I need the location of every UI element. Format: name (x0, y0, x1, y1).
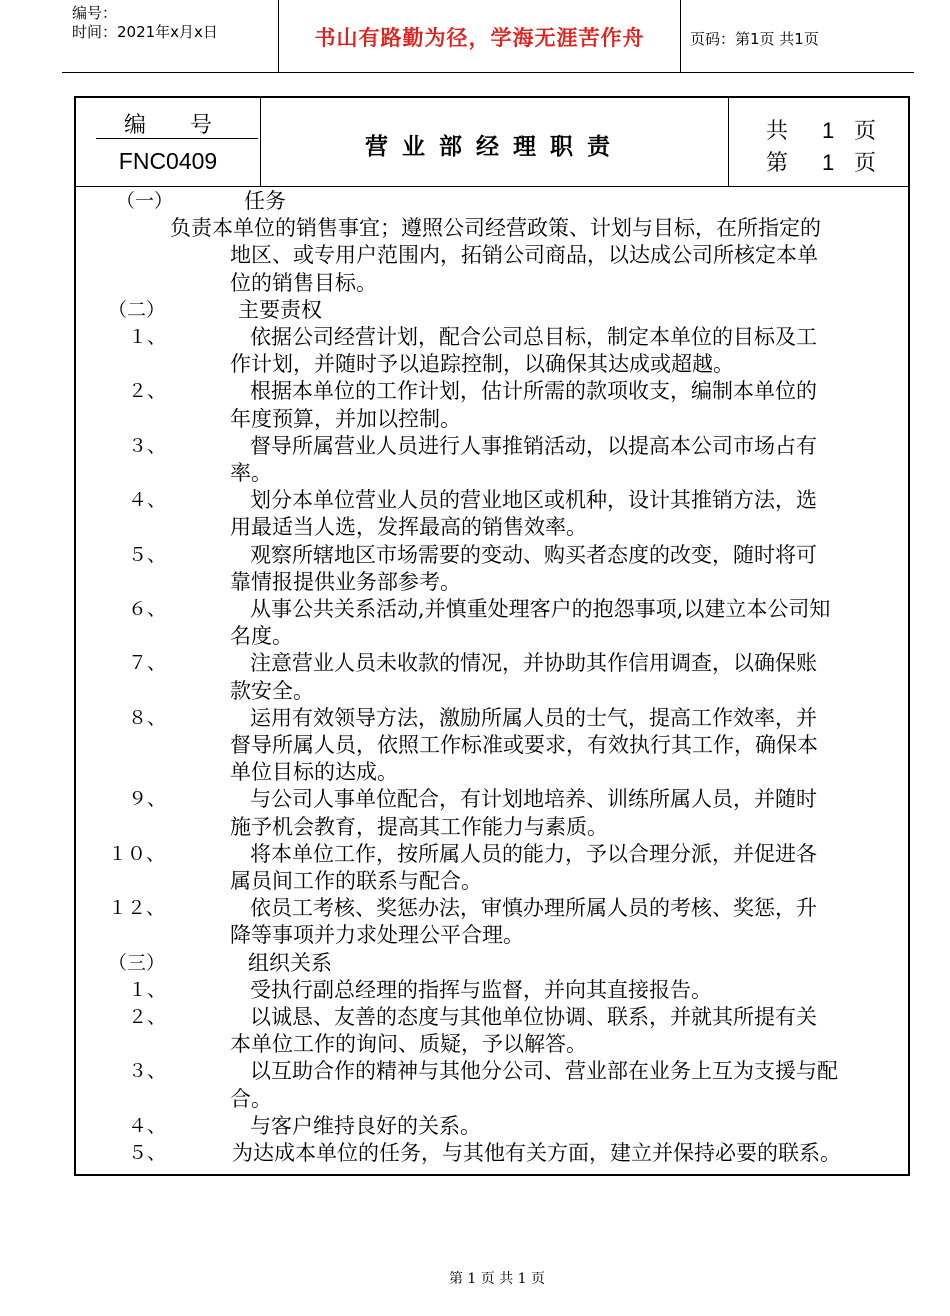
header-meta (72, 4, 218, 42)
item-line: 年度预算，并加以控制。 (230, 406, 461, 431)
title-divider (728, 98, 729, 186)
header-motto: 书山有路勤为径，学海无涯苦作舟 (314, 26, 645, 50)
item-number: ５、 (128, 543, 167, 566)
item-line: 属员间工作的联系与配合。 (230, 869, 482, 893)
item-line: 依员工考核、奖惩办法，审慎办理所属人员的考核、奖惩，升 (250, 896, 817, 921)
body-line: 负责本单位的销售事宜；遵照公司经营政策、计划与目标，在所指定的 (170, 216, 821, 241)
item-line: 注意营业人员未收款的情况，并协助其作信用调查，以确保账 (250, 651, 817, 676)
section-number: （三） (108, 951, 166, 974)
item-line: 以诚恳、友善的态度与其他单位协调、联系，并就其所提有关 (250, 1005, 817, 1029)
item-line: 以互助合作的精神与其他分公司、营业部在业务上互为支援与配 (250, 1059, 838, 1084)
item-number: ４、 (128, 489, 167, 512)
header-divider (680, 0, 681, 72)
item-number: １、 (128, 978, 167, 1001)
item-line: 与客户维持良好的关系。 (250, 1113, 481, 1138)
item-line: 合。 (230, 1086, 272, 1111)
item-line: 为达成本单位的任务，与其他有关方面，建立并保持必要的联系。 (232, 1141, 841, 1165)
number-label: 编号： (72, 4, 118, 22)
code-value: FNC0409 (118, 148, 218, 174)
body-line: 位的销售目标。 (230, 270, 377, 295)
item-line: 与公司人事单位配合，有计划地培养、训练所属人员，并随时 (250, 787, 817, 812)
item-line: 用最适当人选，发挥最高的销售效率。 (230, 515, 587, 540)
total-unit: 页 (854, 119, 877, 144)
section-heading: 主要责权 (238, 297, 322, 322)
item-line: 根据本单位的工作计划，估计所需的款项收支，编制本单位的 (250, 379, 817, 404)
item-line: 从事公共关系活动,并慎重处理客户的抱怨事项,以建立本公司知 (250, 597, 831, 621)
item-line: 单位目标的达成。 (230, 760, 398, 785)
item-line: 施予机会教育，提高其工作能力与素质。 (230, 814, 608, 839)
item-number: ７、 (128, 652, 167, 675)
document-frame (74, 96, 910, 1176)
item-number: ３、 (128, 1060, 167, 1083)
item-line: 将本单位工作，按所属人员的能力，予以合理分派，并促进各 (250, 841, 817, 866)
item-line: 名度。 (230, 624, 293, 649)
item-line: 划分本单位营业人员的营业地区或机种，设计其推销方法，选 (250, 488, 817, 513)
item-line: 作计划，并随时予以追踪控制，以确保其达成或超越。 (230, 352, 734, 377)
item-line: 率。 (230, 461, 272, 485)
body-line: 地区、或专用户范围内，拓销公司商品，以达成公司所核定本单 (230, 243, 818, 268)
current-page (766, 146, 876, 177)
item-number: ６、 (128, 598, 167, 620)
item-line: 督导所属人员，依照工作标准或要求，有效执行其工作，确保本 (230, 733, 818, 757)
current-value: 1 (822, 150, 835, 175)
item-number: １０、 (108, 842, 166, 865)
item-number: ３、 (128, 434, 167, 457)
title-row (76, 98, 908, 187)
total-pages (766, 114, 876, 145)
item-line: 观察所辖地区市场需要的变动、购买者态度的改变，随时将可 (250, 542, 817, 567)
code-underline (96, 138, 258, 139)
item-number: １、 (128, 326, 167, 348)
section-number: （一） (116, 190, 174, 212)
item-line: 督导所属营业人员进行人事推销活动，以提高本公司市场占有 (250, 433, 817, 458)
current-label: 第 (766, 151, 789, 176)
item-number: ９、 (128, 788, 167, 811)
item-number: ２、 (128, 380, 167, 403)
current-unit: 页 (854, 151, 877, 176)
item-line: 依据公司经营计划，配合公司总目标，制定本单位的目标及工 (250, 325, 817, 349)
item-number: １２、 (108, 897, 166, 920)
item-number: ４、 (128, 1114, 167, 1137)
total-value: 1 (822, 118, 835, 143)
document-title: 营业部经理职责 (365, 133, 624, 160)
time-label: 时间：2021年x月x日 (72, 23, 218, 41)
page-header (62, 0, 914, 73)
item-number: ２、 (128, 1006, 167, 1028)
section-heading: 组织关系 (248, 950, 332, 975)
code-label: 编 号 (123, 113, 212, 138)
section-heading: 任务 (244, 189, 286, 213)
item-line: 降等事项并力求处理公平合理。 (230, 923, 524, 948)
item-number: ５、 (128, 1142, 167, 1164)
item-line: 运用有效领导方法，激励所属人员的士气，提高工作效率，并 (250, 705, 817, 730)
item-line: 本单位工作的询问、质疑，予以解答。 (230, 1032, 587, 1057)
page-footer: 第 1 页 共 1 页 (448, 1271, 546, 1287)
item-number: ８、 (128, 706, 167, 729)
total-label: 共 (766, 119, 789, 144)
item-line: 款安全。 (230, 678, 314, 703)
item-line: 靠情报提供业务部参考。 (230, 569, 461, 594)
section-number: （二） (108, 298, 166, 321)
header-page-info: 页码：第1页 共1页 (690, 30, 819, 48)
item-line: 受执行副总经理的指挥与监督，并向其直接报告。 (250, 977, 712, 1002)
